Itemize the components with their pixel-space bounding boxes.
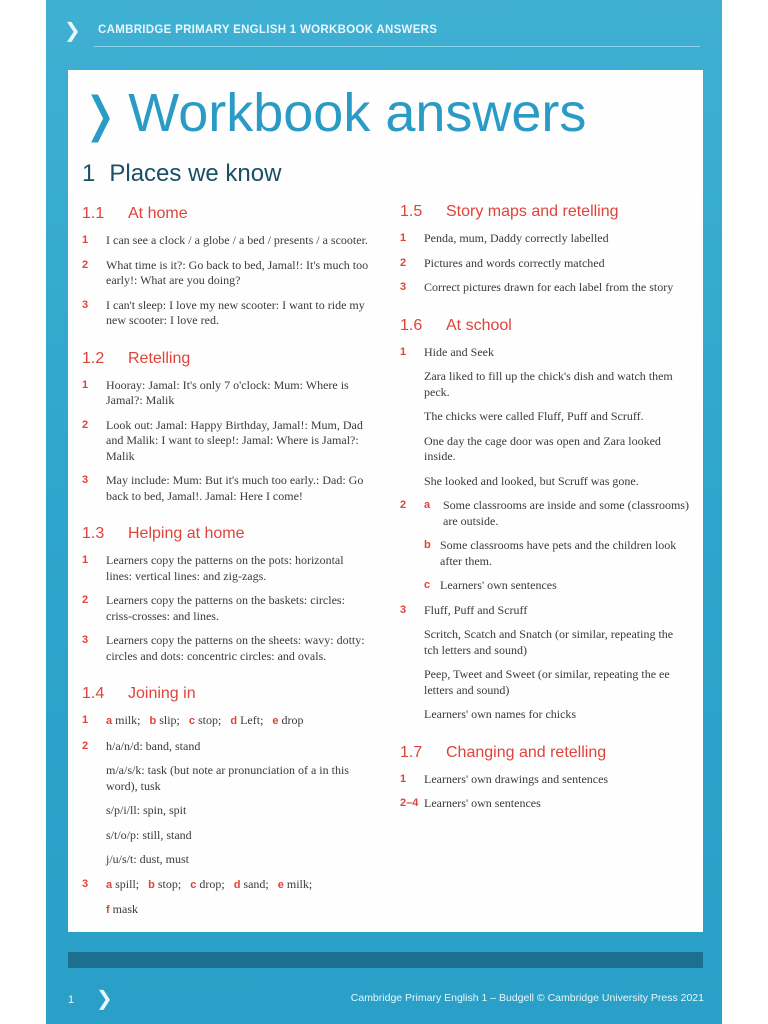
answer-item: 1 a milk; b slip; c stop; d Left; e drop <box>82 713 304 727</box>
answer-item: 1 I can see a clock / a globe / a bed / presents / a scooter. <box>82 233 368 247</box>
answer-item: 1 Hide and Seek <box>400 344 494 359</box>
answer-line: She looked and looked, but Scruff was gone. <box>424 473 639 488</box>
section-heading: 1.6 At school <box>400 316 512 334</box>
answer-item: 2 What time is it?: Go back to bed, Jamal!: It's much too early!: What are you doing? <box>82 257 369 287</box>
answer-line: One day the cage door was open and Zara looked inside. <box>424 433 661 463</box>
chevron-right-icon: ❯ <box>96 986 113 1010</box>
answer-item: 2–4 Learners' own sentences <box>400 796 541 810</box>
answer-item: 3 Correct pictures drawn for each label from the story <box>400 280 674 294</box>
unit-title: Places we know <box>109 160 282 187</box>
answer-item: 1 Learners copy the patterns on the pots: horizontal lines: vertical lines: and zig-zags. <box>82 553 344 583</box>
left-column <box>82 205 372 928</box>
answer-item: 1 Penda, mum, Daddy correctly labelled <box>400 231 609 245</box>
footer-bar <box>68 952 703 968</box>
unit-number: 1 <box>82 160 96 187</box>
section-heading: 1.1 At home <box>82 205 188 222</box>
answer-item: 3 Learners copy the patterns on the sheets: wavy: dotty: circles and dots: concentric circles: and ovals. <box>82 633 365 663</box>
answer-line: s/p/i/ll: spin, spit <box>106 803 187 817</box>
answer-line: s/t/o/p: still, stand <box>106 827 192 842</box>
chevron-right-icon: ❭ <box>80 87 121 143</box>
page-number: 1 <box>68 994 75 1006</box>
answer-item: 2 Learners copy the patterns on the baskets: circles: criss-crosses: and lines. <box>82 593 345 623</box>
chevron-right-icon: ❯ <box>64 18 81 42</box>
answer-line: Scritch, Scatch and Snatch (or similar, repeating the tch letters and sound) <box>424 627 674 657</box>
answer-line: j/u/s/t: dust, must <box>106 852 190 866</box>
answer-line: Zara liked to fill up the chick's dish and watch them peck. <box>424 369 673 399</box>
answer-item: 2 a Some classrooms are inside and some (classrooms) are outside. <box>400 498 689 528</box>
section-heading: 1.5 Story maps and retelling <box>400 203 619 220</box>
running-header <box>46 0 722 60</box>
answer-item: 3 I can't sleep: I love my new scooter: I want to ride my new scooter: I love red. <box>82 297 365 327</box>
header-rule <box>94 46 700 47</box>
section-heading: 1.2 Retelling <box>82 349 191 367</box>
answer-item: 1 Hooray: Jamal: It's only 7 o'clock: Mum: Where is Jamal?: Malik <box>82 377 349 407</box>
answer-item: 2 Pictures and words correctly matched <box>400 255 605 270</box>
unit-heading <box>82 160 281 188</box>
answer-line: The chicks were called Fluff, Puff and Scruff. <box>424 409 644 423</box>
page-title <box>80 82 586 144</box>
answer-item: 3 May include: Mum: But it's much too early.: Dad: Go back to bed, Jamal!. Jamal: Here I come! <box>82 473 364 503</box>
answer-line: f mask <box>106 902 139 916</box>
answer-subitem: b Some classrooms have pets and the children look after them. <box>424 538 677 568</box>
header-title: CAMBRIDGE PRIMARY ENGLISH 1 WORKBOOK ANSWERS <box>98 24 438 36</box>
answer-line: m/a/s/k: task (but note ar pronunciation of a in this word), tusk <box>106 763 349 793</box>
answer-item: 1 Learners' own drawings and sentences <box>400 771 609 786</box>
right-column <box>400 203 690 821</box>
answer-subitem: c Learners' own sentences <box>424 578 557 592</box>
answer-item: 2 Look out: Jamal: Happy Birthday, Jamal!: Mum, Dad and Malik: I want to sleep!: Jamal: Where is Jamal?: Malik <box>82 417 363 463</box>
section-heading: 1.7 Changing and retelling <box>400 743 607 761</box>
section-heading: 1.3 Helping at home <box>82 525 245 542</box>
answer-item: 3 Fluff, Puff and Scruff <box>400 602 528 617</box>
running-footer <box>46 980 722 1024</box>
section-heading: 1.4 Joining in <box>82 685 196 702</box>
answer-item: 3 a spill; b stop; c drop; d sand; e milk; <box>82 876 313 891</box>
answer-line: Learners' own names for chicks <box>424 707 577 721</box>
answer-line: Peep, Tweet and Sweet (or similar, repeating the ee letters and sound) <box>424 667 670 697</box>
footer-credit: Cambridge Primary English 1 – Budgell © Cambridge University Press 2021 <box>350 992 704 1004</box>
answer-item: 2 h/a/n/d: band, stand <box>82 738 201 753</box>
page-title-text: Workbook answers <box>128 83 587 143</box>
